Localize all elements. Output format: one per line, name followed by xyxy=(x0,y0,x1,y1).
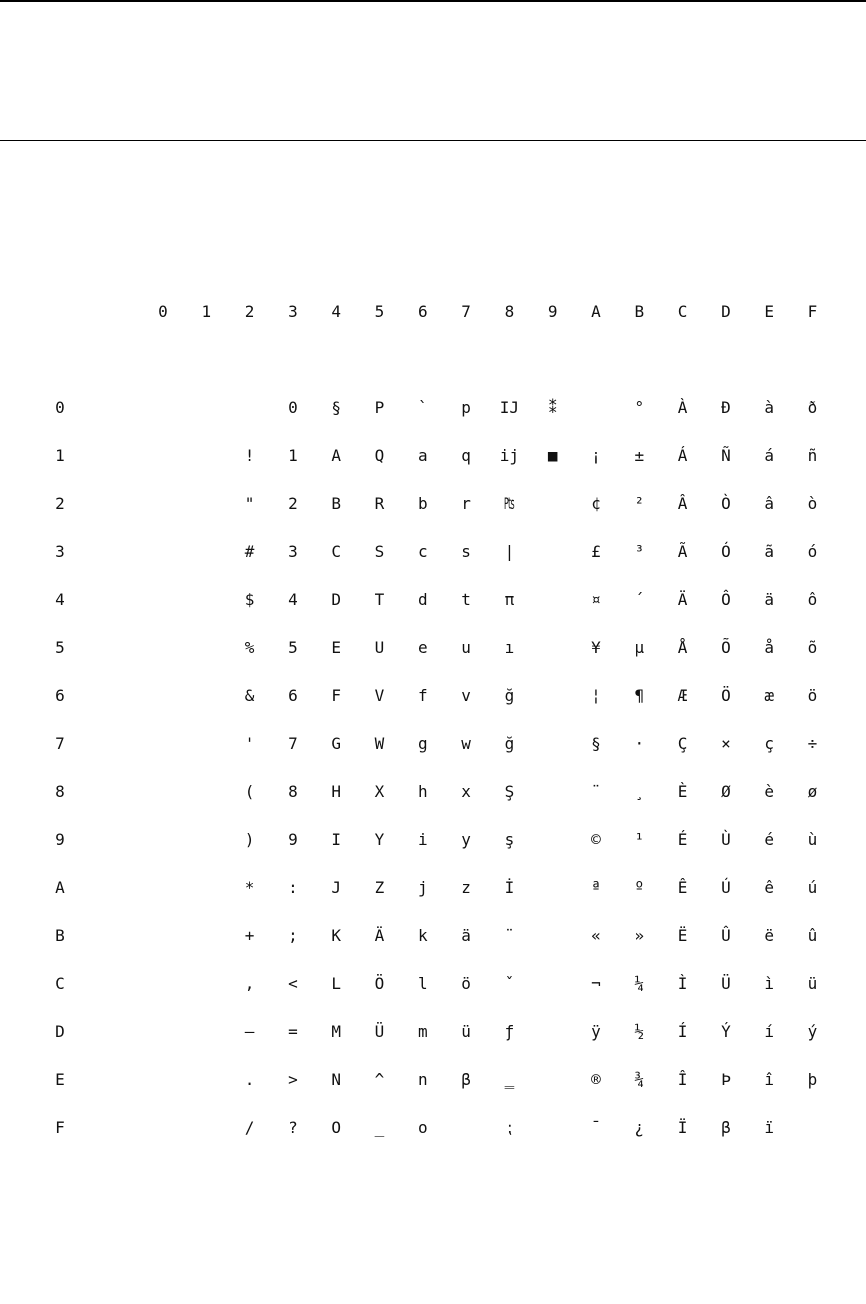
row-header: D xyxy=(55,1022,65,1041)
chart-cell: Ø xyxy=(721,782,731,801)
chart-cell: ÿ xyxy=(591,1022,601,1041)
chart-cell: ■ xyxy=(547,446,558,465)
chart-cell: ´ xyxy=(634,590,645,609)
chart-cell: â xyxy=(764,494,774,513)
column-header: 7 xyxy=(461,302,471,321)
chart-cell: L xyxy=(331,974,341,993)
chart-cell: Í xyxy=(677,1022,688,1041)
chart-cell: § xyxy=(591,734,601,753)
chart-cell: Ü xyxy=(374,1022,385,1041)
chart-cell: ! xyxy=(244,446,255,465)
row-header: F xyxy=(55,1118,65,1137)
chart-cell: t xyxy=(461,590,471,609)
column-header: 0 xyxy=(158,302,168,321)
chart-cell: G xyxy=(331,734,341,753)
chart-cell: % xyxy=(244,638,255,657)
row-header: 5 xyxy=(55,638,65,657)
row-header: 0 xyxy=(55,398,65,417)
column-header: 1 xyxy=(201,302,212,321)
chart-cell: ü xyxy=(807,974,818,993)
column-header: C xyxy=(677,302,688,321)
chart-cell: + xyxy=(244,926,255,945)
chart-cell: ı xyxy=(504,638,515,657)
chart-cell: ö xyxy=(461,974,471,993)
chart-cell: z xyxy=(461,878,471,897)
chart-cell: ã xyxy=(764,542,774,561)
chart-cell: Ü xyxy=(721,974,731,993)
chart-cell: d xyxy=(417,590,428,609)
chart-cell: ¶ xyxy=(634,686,645,705)
column-header: 8 xyxy=(504,302,515,321)
chart-cell: Å xyxy=(677,638,688,657)
row-header: 7 xyxy=(55,734,65,753)
chart-cell: 1 xyxy=(288,446,298,465)
chart-cell: × xyxy=(721,734,731,753)
chart-cell: 4 xyxy=(288,590,298,609)
row-header: A xyxy=(55,878,65,897)
chart-cell: ₧ xyxy=(504,494,515,513)
chart-cell: Ñ xyxy=(721,446,731,465)
chart-cell: £ xyxy=(591,542,601,561)
chart-cell: w xyxy=(461,734,471,753)
chart-cell: ì xyxy=(764,974,774,993)
chart-cell: Ó xyxy=(721,542,731,561)
chart-cell: ó xyxy=(807,542,818,561)
chart-cell: ô xyxy=(807,590,818,609)
chart-cell: m xyxy=(417,1022,428,1041)
chart-cell: ú xyxy=(807,878,818,897)
column-header: 3 xyxy=(288,302,298,321)
column-header: F xyxy=(807,302,818,321)
chart-cell: N xyxy=(331,1070,341,1089)
chart-cell: · xyxy=(634,734,645,753)
chart-cell: ý xyxy=(807,1022,818,1041)
chart-cell: n xyxy=(417,1070,428,1089)
chart-cell: ç xyxy=(764,734,774,753)
chart-cell: 3 xyxy=(288,542,298,561)
chart-cell: æ xyxy=(764,686,774,705)
chart-cell: ü xyxy=(461,1022,471,1041)
row-header: 1 xyxy=(55,446,65,465)
chart-cell: Ù xyxy=(721,830,731,849)
chart-cell: h xyxy=(417,782,428,801)
chart-cell: á xyxy=(764,446,774,465)
chart-cell: İ xyxy=(504,878,515,897)
chart-cell: s xyxy=(461,542,471,561)
chart-cell: i xyxy=(417,830,428,849)
chart-cell: ø xyxy=(807,782,818,801)
chart-cell: β xyxy=(461,1070,471,1089)
chart-cell: IJ xyxy=(499,398,520,417)
column-header: 4 xyxy=(331,302,341,321)
chart-cell: f xyxy=(417,686,428,705)
chart-cell: p xyxy=(461,398,471,417)
chart-cell: Y xyxy=(374,830,385,849)
chart-cell: ÷ xyxy=(807,734,818,753)
chart-cell: ij xyxy=(499,446,520,465)
chart-cell: v xyxy=(461,686,471,705)
chart-cell: ¨ xyxy=(591,782,601,801)
chart-cell: M xyxy=(331,1022,341,1041)
chart-cell: X xyxy=(374,782,385,801)
chart-cell: , xyxy=(244,974,255,993)
chart-cell: ¸ xyxy=(634,782,645,801)
chart-cell: 8 xyxy=(288,782,298,801)
chart-cell: ê xyxy=(764,878,774,897)
chart-cell: ⁏ xyxy=(506,1118,513,1137)
chart-cell: ˇ xyxy=(504,974,515,993)
chart-cell: k xyxy=(417,926,428,945)
chart-cell: a xyxy=(417,446,428,465)
chart-cell: ñ xyxy=(807,446,818,465)
row-header: 8 xyxy=(55,782,65,801)
chart-cell: K xyxy=(331,926,341,945)
chart-cell: ¤ xyxy=(591,590,601,609)
column-header: A xyxy=(591,302,601,321)
chart-cell: J xyxy=(331,878,341,897)
chart-cell: R xyxy=(374,494,385,513)
chart-cell: o xyxy=(417,1118,428,1137)
chart-cell: Ş xyxy=(504,782,515,801)
chart-cell: É xyxy=(677,830,688,849)
chart-cell: ± xyxy=(634,446,645,465)
chart-cell: Î xyxy=(677,1070,688,1089)
chart-cell: ' xyxy=(244,734,255,753)
chart-cell: ® xyxy=(591,1070,601,1089)
chart-cell: Ï xyxy=(677,1118,688,1137)
chart-cell: c xyxy=(417,542,428,561)
chart-cell: u xyxy=(461,638,471,657)
chart-cell: $ xyxy=(244,590,255,609)
row-header: 9 xyxy=(55,830,65,849)
chart-cell: # xyxy=(244,542,255,561)
chart-cell: Q xyxy=(374,446,385,465)
chart-cell: ë xyxy=(764,926,774,945)
chart-cell: 2 xyxy=(288,494,298,513)
chart-cell: 6 xyxy=(288,686,298,705)
chart-cell: ð xyxy=(807,398,818,417)
chart-cell: ù xyxy=(807,830,818,849)
chart-cell: ¢ xyxy=(591,494,601,513)
chart-cell: * xyxy=(244,878,255,897)
chart-cell: ; xyxy=(288,926,298,945)
chart-cell: ⁑ xyxy=(548,398,557,417)
chart-cell: ¦ xyxy=(591,686,601,705)
column-header: D xyxy=(721,302,731,321)
chart-cell: β xyxy=(721,1118,731,1137)
chart-cell: E xyxy=(331,638,341,657)
chart-cell: Ì xyxy=(677,974,688,993)
chart-cell: ¹ xyxy=(634,830,645,849)
chart-cell: ¨ xyxy=(504,926,515,945)
chart-cell: « xyxy=(591,926,601,945)
chart-cell: B xyxy=(331,494,341,513)
chart-cell: à xyxy=(764,398,774,417)
chart-cell: ½ xyxy=(634,1022,645,1041)
chart-cell: V xyxy=(374,686,385,705)
chart-cell: – xyxy=(244,1022,255,1041)
chart-cell: ò xyxy=(807,494,818,513)
chart-cell: ² xyxy=(634,494,645,513)
chart-cell: ¯ xyxy=(591,1118,601,1137)
chart-cell: ¥ xyxy=(591,638,601,657)
chart-cell: g xyxy=(417,734,428,753)
chart-cell: ğ xyxy=(504,686,515,705)
chart-cell: é xyxy=(764,830,774,849)
row-header: E xyxy=(55,1070,65,1089)
chart-cell: ) xyxy=(244,830,255,849)
column-header: E xyxy=(764,302,774,321)
chart-cell: Z xyxy=(374,878,385,897)
row-header: 6 xyxy=(55,686,65,705)
chart-cell: T xyxy=(374,590,385,609)
chart-cell: q xyxy=(461,446,471,465)
chart-cell: » xyxy=(634,926,645,945)
chart-cell: O xyxy=(331,1118,341,1137)
chart-cell: : xyxy=(288,878,298,897)
column-header: 6 xyxy=(417,302,428,321)
chart-cell: = xyxy=(288,1022,298,1041)
chart-cell: x xyxy=(461,782,471,801)
chart-cell: Õ xyxy=(721,638,731,657)
chart-cell: î xyxy=(764,1070,774,1089)
row-header: 2 xyxy=(55,494,65,513)
chart-cell: ƒ xyxy=(504,1022,515,1041)
row-header: B xyxy=(55,926,65,945)
chart-cell: © xyxy=(591,830,601,849)
chart-cell: ª xyxy=(591,878,601,897)
chart-cell: / xyxy=(244,1118,255,1137)
chart-cell: Ý xyxy=(721,1022,731,1041)
chart-cell: À xyxy=(677,398,688,417)
chart-cell: ? xyxy=(288,1118,298,1137)
chart-cell: W xyxy=(374,734,385,753)
chart-cell: ş xyxy=(504,830,515,849)
chart-cell: ¼ xyxy=(634,974,645,993)
chart-cell: D xyxy=(331,590,341,609)
chart-cell: S xyxy=(374,542,385,561)
chart-cell: µ xyxy=(634,638,645,657)
chart-cell: U xyxy=(374,638,385,657)
chart-cell: ^ xyxy=(374,1070,385,1089)
chart-cell: å xyxy=(764,638,774,657)
chart-cell: Ú xyxy=(721,878,731,897)
column-header: 2 xyxy=(244,302,255,321)
chart-cell: l xyxy=(417,974,428,993)
chart-cell: Þ xyxy=(721,1070,731,1089)
chart-cell: ° xyxy=(634,398,645,417)
chart-cell: . xyxy=(244,1070,255,1089)
chart-cell: þ xyxy=(807,1070,818,1089)
chart-cell: & xyxy=(244,686,255,705)
chart-cell: I xyxy=(331,830,341,849)
chart-cell: Ð xyxy=(721,398,731,417)
chart-cell: û xyxy=(807,926,818,945)
chart-cell: ö xyxy=(807,686,818,705)
chart-cell: Ô xyxy=(721,590,731,609)
chart-cell: È xyxy=(677,782,688,801)
chart-cell: ä xyxy=(461,926,471,945)
chart-cell: ï xyxy=(764,1118,774,1137)
chart-cell: Ö xyxy=(721,686,731,705)
chart-cell: j xyxy=(417,878,428,897)
chart-cell: ¡ xyxy=(591,446,601,465)
chart-cell: F xyxy=(331,686,341,705)
chart-cell: | xyxy=(504,542,515,561)
chart-cell: Ä xyxy=(374,926,385,945)
row-header: C xyxy=(55,974,65,993)
chart-cell: Ã xyxy=(677,542,688,561)
chart-cell: ä xyxy=(764,590,774,609)
chart-cell: ¾ xyxy=(634,1070,645,1089)
column-header: B xyxy=(634,302,645,321)
chart-cell: P xyxy=(374,398,385,417)
chart-cell: A xyxy=(331,446,341,465)
chart-cell: ‗ xyxy=(504,1070,515,1089)
chart-cell: _ xyxy=(374,1118,385,1137)
chart-cell: Ê xyxy=(677,878,688,897)
chart-cell: Ö xyxy=(374,974,385,993)
chart-cell: Ç xyxy=(677,734,688,753)
chart-cell: ¿ xyxy=(634,1118,645,1137)
chart-cell: ğ xyxy=(504,734,515,753)
chart-cell: ( xyxy=(244,782,255,801)
chart-cell: Ë xyxy=(677,926,688,945)
chart-cell: 0 xyxy=(288,398,298,417)
chart-cell: ¬ xyxy=(591,974,601,993)
chart-cell: π xyxy=(504,590,515,609)
chart-cell: Ò xyxy=(721,494,731,513)
chart-cell: ³ xyxy=(634,542,645,561)
chart-cell: y xyxy=(461,830,471,849)
chart-cell: > xyxy=(288,1070,298,1089)
chart-cell: Á xyxy=(677,446,688,465)
chart-cell: e xyxy=(417,638,428,657)
chart-cell: < xyxy=(288,974,298,993)
chart-cell: " xyxy=(244,494,255,513)
column-header: 9 xyxy=(547,302,558,321)
chart-cell: Â xyxy=(677,494,688,513)
chart-cell: è xyxy=(764,782,774,801)
chart-cell: 5 xyxy=(288,638,298,657)
chart-cell: Ä xyxy=(677,590,688,609)
chart-cell: § xyxy=(331,398,341,417)
chart-cell: º xyxy=(634,878,645,897)
row-header: 4 xyxy=(55,590,65,609)
chart-cell: í xyxy=(764,1022,774,1041)
chart-cell: õ xyxy=(807,638,818,657)
chart-cell: C xyxy=(331,542,341,561)
chart-cell: Û xyxy=(721,926,731,945)
chart-cell: 7 xyxy=(288,734,298,753)
chart-cell: H xyxy=(331,782,341,801)
chart-cell: 9 xyxy=(288,830,298,849)
chart-cell: ` xyxy=(417,398,428,417)
chart-cell: Æ xyxy=(677,686,688,705)
chart-cell: b xyxy=(417,494,428,513)
chart-cell: r xyxy=(461,494,471,513)
column-header: 5 xyxy=(374,302,385,321)
row-header: 3 xyxy=(55,542,65,561)
